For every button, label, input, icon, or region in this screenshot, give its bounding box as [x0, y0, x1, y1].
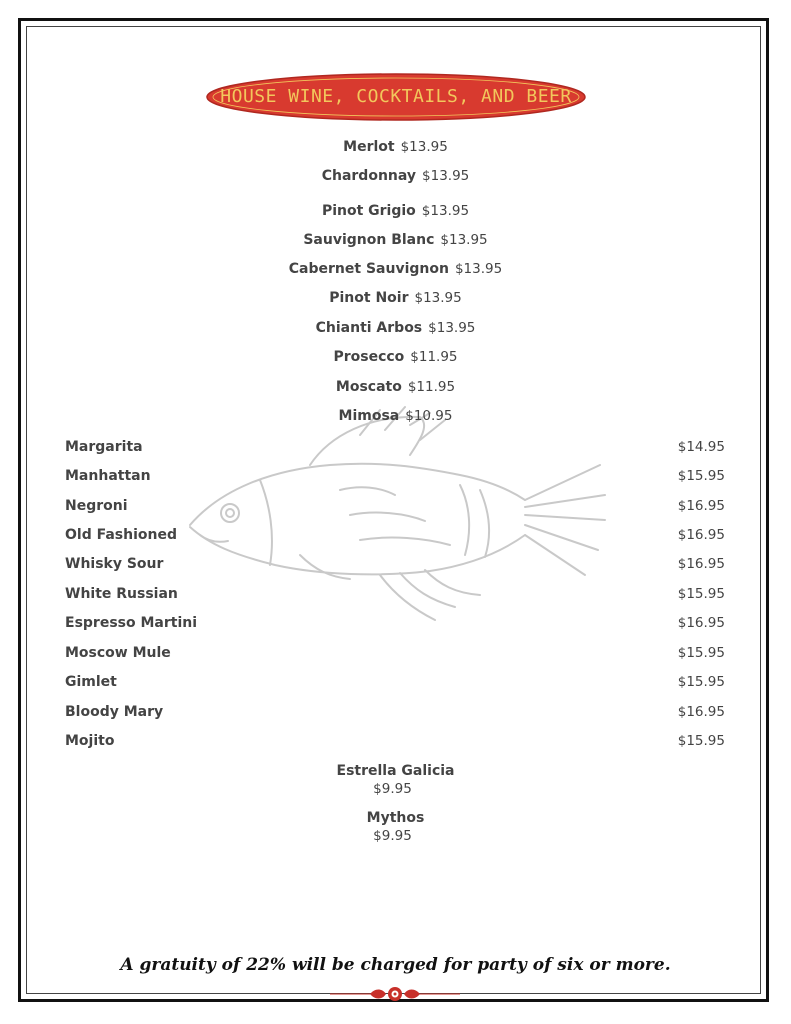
beer-price: $9.95: [373, 781, 412, 797]
item-name: Bloody Mary: [65, 704, 164, 720]
table-row: [65, 731, 725, 751]
table-row: [65, 496, 725, 516]
item-price: $15.95: [677, 733, 725, 749]
item-name: White Russian: [65, 586, 178, 602]
item-name: Moscato: [335, 379, 402, 395]
item-name: Margarita: [65, 439, 143, 455]
beer-price: $9.95: [373, 828, 412, 844]
item-name: Mimosa: [338, 408, 400, 424]
item-price: $13.95: [421, 203, 470, 219]
item-price: $15.95: [677, 468, 725, 484]
item-price: $13.95: [440, 232, 488, 248]
list-item: [0, 166, 791, 186]
item-name: Pinot Noir: [329, 290, 409, 306]
table-row: [65, 525, 725, 545]
item-price: $10.95: [405, 408, 453, 424]
item-name: Manhattan: [65, 468, 151, 484]
item-price: $13.95: [422, 168, 470, 184]
item-name: Moscow Mule: [65, 645, 171, 661]
item-price: $16.95: [677, 527, 725, 543]
item-price: $14.95: [677, 439, 725, 455]
table-row: [65, 672, 725, 692]
item-price: $11.95: [407, 379, 456, 395]
list-item: [0, 201, 791, 221]
list-item: [0, 288, 791, 308]
item-name: Negroni: [65, 498, 128, 514]
item-name: Prosecco: [333, 349, 405, 365]
list-item: [0, 377, 791, 397]
table-row: [65, 702, 725, 722]
list-item: [0, 259, 791, 279]
item-price: $11.95: [410, 349, 458, 365]
item-price: $16.95: [677, 615, 725, 631]
list-item: [0, 318, 791, 338]
list-item: [0, 406, 791, 426]
table-row: [65, 613, 725, 633]
item-price: $13.95: [414, 290, 462, 306]
table-row: [65, 643, 725, 663]
table-row: [65, 584, 725, 604]
item-price: $13.95: [428, 320, 476, 336]
beer-name: Estrella Galicia: [336, 763, 455, 779]
header-banner: [204, 72, 588, 122]
table-row: [65, 554, 725, 574]
page-title: HOUSE WINE, COCKTAILS, AND BEER: [220, 86, 572, 107]
item-name: Gimlet: [65, 674, 117, 690]
item-price: $15.95: [677, 586, 725, 602]
item-name: Whisky Sour: [65, 556, 164, 572]
item-price: $16.95: [677, 704, 725, 720]
item-price: $16.95: [677, 498, 725, 514]
list-item: [0, 347, 791, 367]
item-name: Sauvignon Blanc: [303, 232, 435, 248]
list-item: [0, 230, 791, 250]
item-name: Espresso Martini: [65, 615, 198, 631]
item-price: $16.95: [677, 556, 725, 572]
table-row: [65, 437, 725, 457]
item-name: Chianti Arbos: [315, 320, 423, 336]
item-name: Pinot Grigio: [321, 203, 416, 219]
beer-name: Mythos: [366, 810, 425, 826]
item-name: Old Fashioned: [65, 527, 177, 543]
item-price: $15.95: [677, 674, 725, 690]
item-name: Chardonnay: [321, 168, 417, 184]
item-name: Merlot: [343, 139, 395, 155]
item-price: $15.95: [677, 645, 725, 661]
item-price: $13.95: [454, 261, 503, 277]
table-row: [65, 466, 725, 486]
item-name: Cabernet Sauvignon: [288, 261, 449, 277]
item-name: Mojito: [65, 733, 115, 749]
gratuity-note: A gratuity of 22% will be charged for party of six or more.: [120, 955, 671, 975]
flourish-ornament-icon: [330, 984, 460, 1004]
item-price: $13.95: [400, 139, 448, 155]
list-item: [0, 137, 791, 157]
